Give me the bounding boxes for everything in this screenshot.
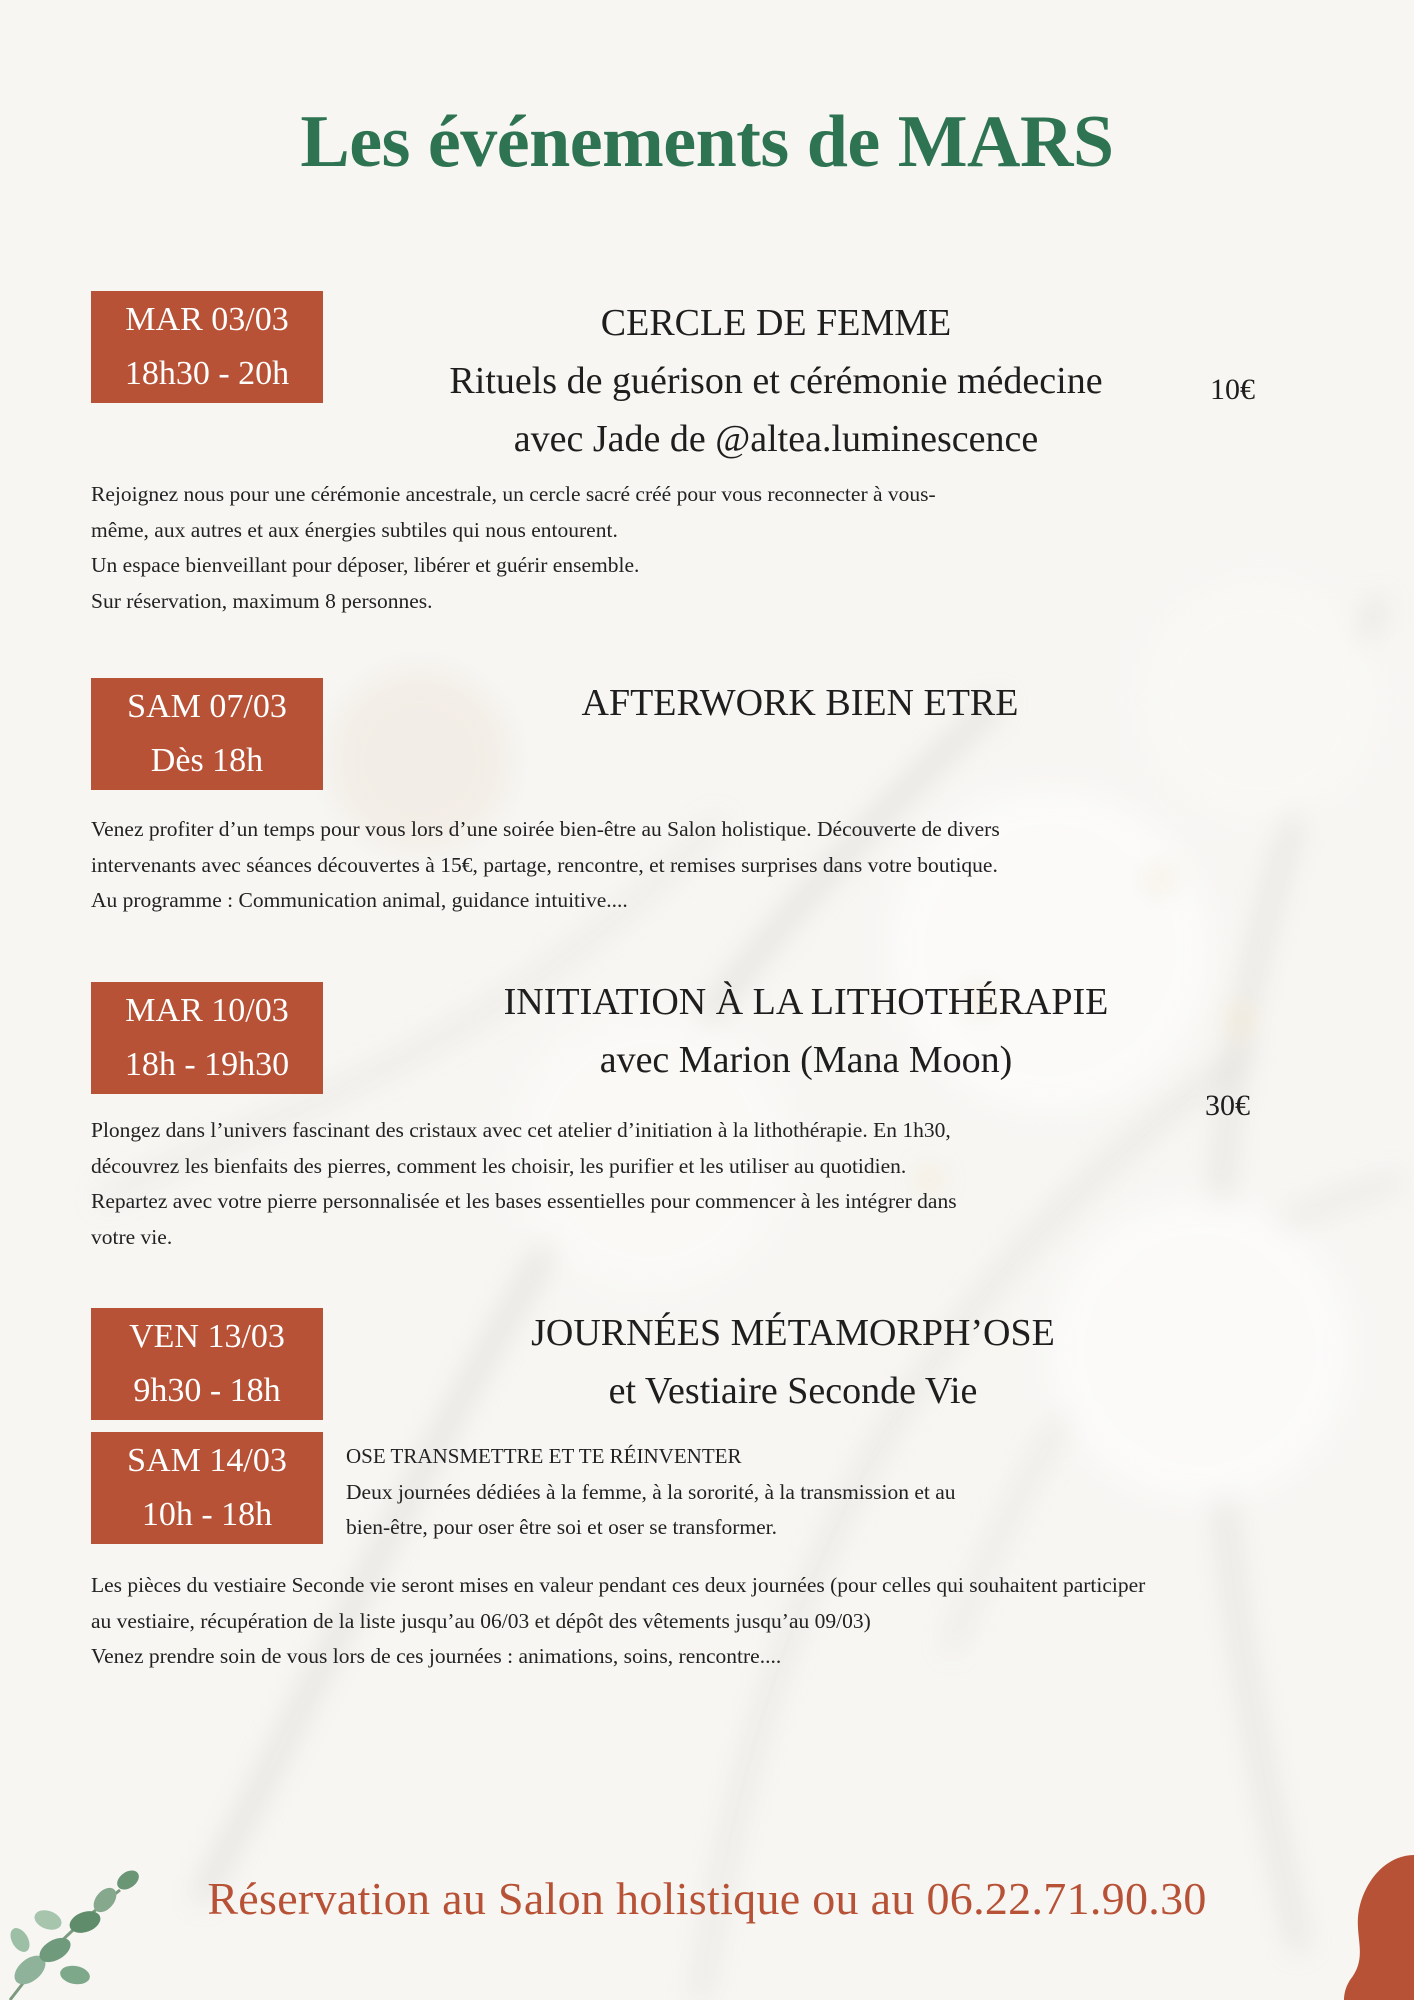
event-2-title: AFTERWORK BIEN ETRE [581,682,1019,724]
event-3-description [91,1113,957,1255]
eucalyptus-leaves-icon [0,1850,160,2000]
event-4-date2-badge [91,1432,323,1544]
page-title: Les événements de MARS [300,101,1114,183]
event-2-description [91,812,1000,919]
desc-line: Au programme : Communication animal, guidance intuitive.... [91,888,628,912]
event-4-date: VEN 13/03 [129,1318,285,1355]
desc-line: Sur réservation, maximum 8 personnes. [91,588,433,613]
event-4-description [91,1568,1145,1675]
desc-line: découvrez les bienfaits des pierres, comment les choisir, les purifier et les utiliser au quotidien. [91,1153,907,1178]
event-4-subtitle: et Vestiaire Seconde Vie [608,1370,978,1412]
event-1-date-badge [91,291,323,403]
event-1-heading [376,294,1176,468]
desc-line: Deux journées dédiées à la femme, à la sororité, à la transmission et au [346,1479,956,1504]
event-3-title: INITIATION À LA LITHOTHÉRAPIE [503,981,1109,1023]
event-2-heading [400,674,1200,732]
event-1-price: 10€ [1210,373,1255,406]
event-3-date-badge [91,982,323,1094]
event-4-heading [393,1304,1193,1420]
event-4-subheading: OSE TRANSMETTRE ET TE RÉINVENTER [346,1444,742,1468]
desc-line: intervenants avec séances découvertes à 15€, partage, rencontre, et remises surprises dans votre boutique. [91,852,998,877]
event-4-sub-block [346,1439,956,1546]
desc-line: bien-être, pour oser être soi et oser se transformer. [346,1515,778,1539]
desc-line: même, aux autres et aux énergies subtiles qui nous entourent. [91,517,618,542]
event-3-host: avec Marion (Mana Moon) [599,1039,1013,1081]
desc-line: Les pièces du vestiaire Seconde vie seront mises en valeur pendant ces deux journées (pour celles qui souhaitent participer [91,1573,1146,1597]
event-1-title: CERCLE DE FEMME [600,302,952,344]
desc-line: Repartez avec votre pierre personnalisée et les bases essentielles pour commencer à les intégrer dans [91,1189,957,1213]
desc-line: Venez prendre soin de vous lors de ces journées : animations, soins, rencontre.... [91,1644,782,1668]
desc-line: Rejoignez nous pour une cérémonie ancestrale, un cercle sacré créé pour vous reconnecter à vous- [91,482,936,506]
event-4-time2: 10h - 18h [141,1496,273,1533]
event-4-date2: SAM 14/03 [127,1442,287,1479]
desc-line: Un espace bienveillant pour déposer, libérer et guérir ensemble. [91,553,640,577]
event-1-host: avec Jade de @altea.luminescence [513,418,1039,460]
event-1-description [91,477,936,619]
event-2-date: SAM 07/03 [127,688,287,725]
event-3-heading [406,973,1206,1089]
event-4-title: JOURNÉES MÉTAMORPH’OSE [531,1312,1055,1354]
desc-line: Plongez dans l’univers fascinant des cristaux avec cet atelier d’initiation à la lithothérapie. En 1h30, [91,1118,951,1142]
event-3-time: 18h - 19h30 [124,1046,290,1083]
event-4-time: 9h30 - 18h [133,1372,281,1409]
event-1-time: 18h30 - 20h [124,355,290,392]
event-1-subtitle: Rituels de guérison et cérémonie médecine [449,360,1103,402]
desc-line: au vestiaire, récupération de la liste jusqu’au 06/03 et dépôt des vêtements jusqu’au 09/03) [91,1608,871,1633]
event-2-time: Dès 18h [150,742,264,779]
reservation-footer: Réservation au Salon holistique ou au 06.22.71.90.30 [207,1873,1207,1924]
event-2-date-badge [91,678,323,790]
event-3-date: MAR 10/03 [125,992,289,1029]
decorative-blob-icon [1340,1855,1414,2000]
desc-line: votre vie. [91,1224,173,1249]
event-1-date: MAR 03/03 [125,301,289,338]
event-4-date-badge [91,1308,323,1420]
event-3-price: 30€ [1205,1089,1250,1122]
desc-line: Venez profiter d’un temps pour vous lors d’une soirée bien-être au Salon holistique. Découverte de divers [91,817,1000,841]
